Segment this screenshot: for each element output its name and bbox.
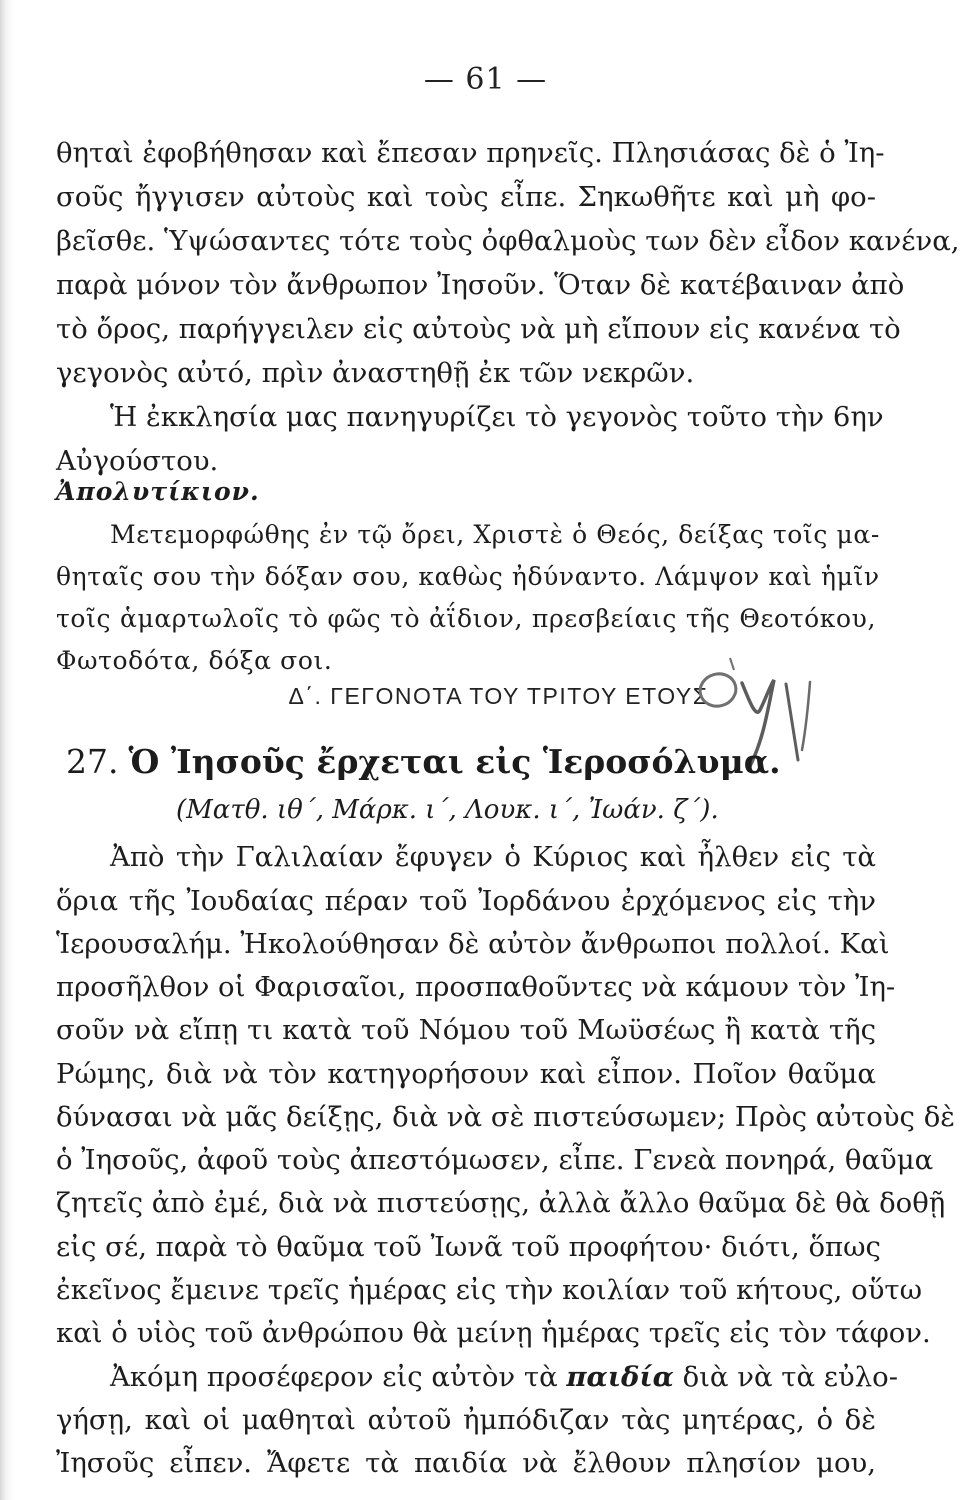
text-line: εἰς σέ, παρὰ τὸ θαῦμα τοῦ Ἰωνᾶ τοῦ προφήτου· διότι, ὅπως (56, 1231, 881, 1263)
text-line: ἐκεῖνος ἔμεινε τρεῖς ἡμέρας εἰς τὴν κοιλίαν τοῦ κήτους, οὕτω (56, 1274, 923, 1306)
text-line: ὅρια τῆς Ἰουδαίας πέραν τοῦ Ἰορδάνου ἐρχόμενος εἰς τὴν (56, 885, 876, 917)
text-run: διὰ νὰ τὰ εὐλο- (673, 1361, 899, 1393)
text-line: ὁ Ἰησοῦς, ἀφοῦ τοὺς ἀπεστόμωσεν, εἶπε. Γενεὰ πονηρά, θαῦμα (56, 1144, 934, 1176)
text-line: τὸ ὄρος, παρήγγειλεν εἰς αὐτοὺς νὰ μὴ εἴπουν εἰς κανένα τὸ (56, 313, 901, 345)
text-line: Ἡ ἐκκλησία μας πανηγυρίζει τὸ γεγονὸς τοῦτο τὴν 6ην (110, 401, 884, 433)
text-line: παρὰ μόνον τὸν ἄνθρωπον Ἰησοῦν. Ὅταν δὲ κατέβαιναν ἀπὸ (56, 269, 905, 301)
chapter-number: 27. (66, 742, 119, 781)
text-line (110, 1361, 899, 1393)
text-line: προσῆλθον οἱ Φαρισαῖοι, προσπαθοῦντες νὰ κάμουν τὸν Ἰη- (56, 971, 896, 1003)
prayer-line: θηταῖς σου τὴν δόξαν σου, καθὼς ἠδύναντο. Λάμψον καὶ ἡμῖν (56, 562, 880, 591)
text-run: Ἀκόμη προσέφερον εἰς αὐτὸν τὰ (110, 1361, 567, 1393)
text-line: σοῦς ἤγγισεν αὐτοὺς καὶ τοὺς εἶπε. Σηκωθῆτε καὶ μὴ φο- (56, 181, 876, 213)
text-line: Ἰησοῦς εἶπεν. Ἄφετε τὰ παιδία νὰ ἔλθουν πλησίον μου, (56, 1447, 876, 1479)
text-line: Ἱερουσαλήμ. Ἠκολούθησαν δὲ αὐτὸν ἄνθρωποι πολλοί. Καὶ (56, 928, 890, 960)
prayer-line: Φωτοδότα, δόξα σοι. (56, 646, 333, 675)
prayer-line: τοῖς ἁμαρτωλοῖς τὸ φῶς τὸ ἀΐδιον, πρεσβείαις τῆς Θεοτόκου, (56, 604, 876, 633)
apolytikion-heading: Ἀπολυτίκιον. (56, 477, 260, 506)
text-line: Αὐγούστου. (56, 445, 219, 477)
chapter-references: (Ματθ. ιθ΄, Μάρκ. ι΄, Λουκ. ι΄, Ἰωάν. ζ΄). (176, 795, 719, 825)
chapter-title-text: Ὁ Ἰησοῦς ἔρχεται εἰς Ἱεροσόλυμα. (128, 742, 781, 781)
text-line: δύνασαι νὰ μᾶς δείξῃς, διὰ νὰ σὲ πιστεύσωμεν; Πρὸς αὐτοὺς δὲ (56, 1101, 956, 1133)
emphasized-word: παιδία (566, 1361, 674, 1393)
text-line: Ρώμης, διὰ νὰ τὸν κατηγορήσουν καὶ εἶπον. Ποῖον θαῦμα (56, 1058, 876, 1090)
text-line: γεγονὸς αὐτό, πρὶν ἀναστηθῇ ἐκ τῶν νεκρῶν. (56, 357, 695, 389)
prayer-line: Μετεμορφώθης ἐν τῷ ὄρει, Χριστὲ ὁ Θεός, δείξας τοῖς μα- (110, 520, 880, 549)
text-line: ζητεῖς ἀπὸ ἐμέ, διὰ νὰ πιστεύσῃς, ἀλλὰ ἄλλο θαῦμα δὲ θὰ δοθῇ (56, 1187, 946, 1219)
chapter-title (66, 742, 781, 781)
text-line: καὶ ὁ υἱὸς τοῦ ἀνθρώπου θὰ μείνῃ ἡμέρας τρεῖς εἰς τὸν τάφον. (56, 1317, 931, 1349)
section-caption: Δ΄. ΓΕΓΟΝΟΤΑ ΤΟΥ ΤΡΙΤΟΥ ΕΤΟΥΣ (288, 683, 709, 709)
page-number: — 61 — (423, 62, 548, 97)
text-line: γήσῃ, καὶ οἱ μαθηταὶ αὐτοῦ ἠμπόδιζαν τὰς μητέρας, ὁ δὲ (56, 1404, 876, 1436)
text-line: θηταὶ ἐφοβήθησαν καὶ ἔπεσαν πρηνεῖς. Πλησιάσας δὲ ὁ Ἰη- (56, 137, 885, 169)
text-line: σοῦν νὰ εἴπῃ τι κατὰ τοῦ Νόμου τοῦ Μωϋσέως ἢ κατὰ τῆς (56, 1014, 876, 1046)
text-line: Ἀπὸ τὴν Γαλιλαίαν ἔφυγεν ὁ Κύριος καὶ ἦλθεν εἰς τὰ (110, 841, 876, 873)
text-line: βεῖσθε. Ὑψώσαντες τότε τοὺς ὀφθαλμοὺς των δὲν εἶδον κανένα, (56, 225, 960, 257)
